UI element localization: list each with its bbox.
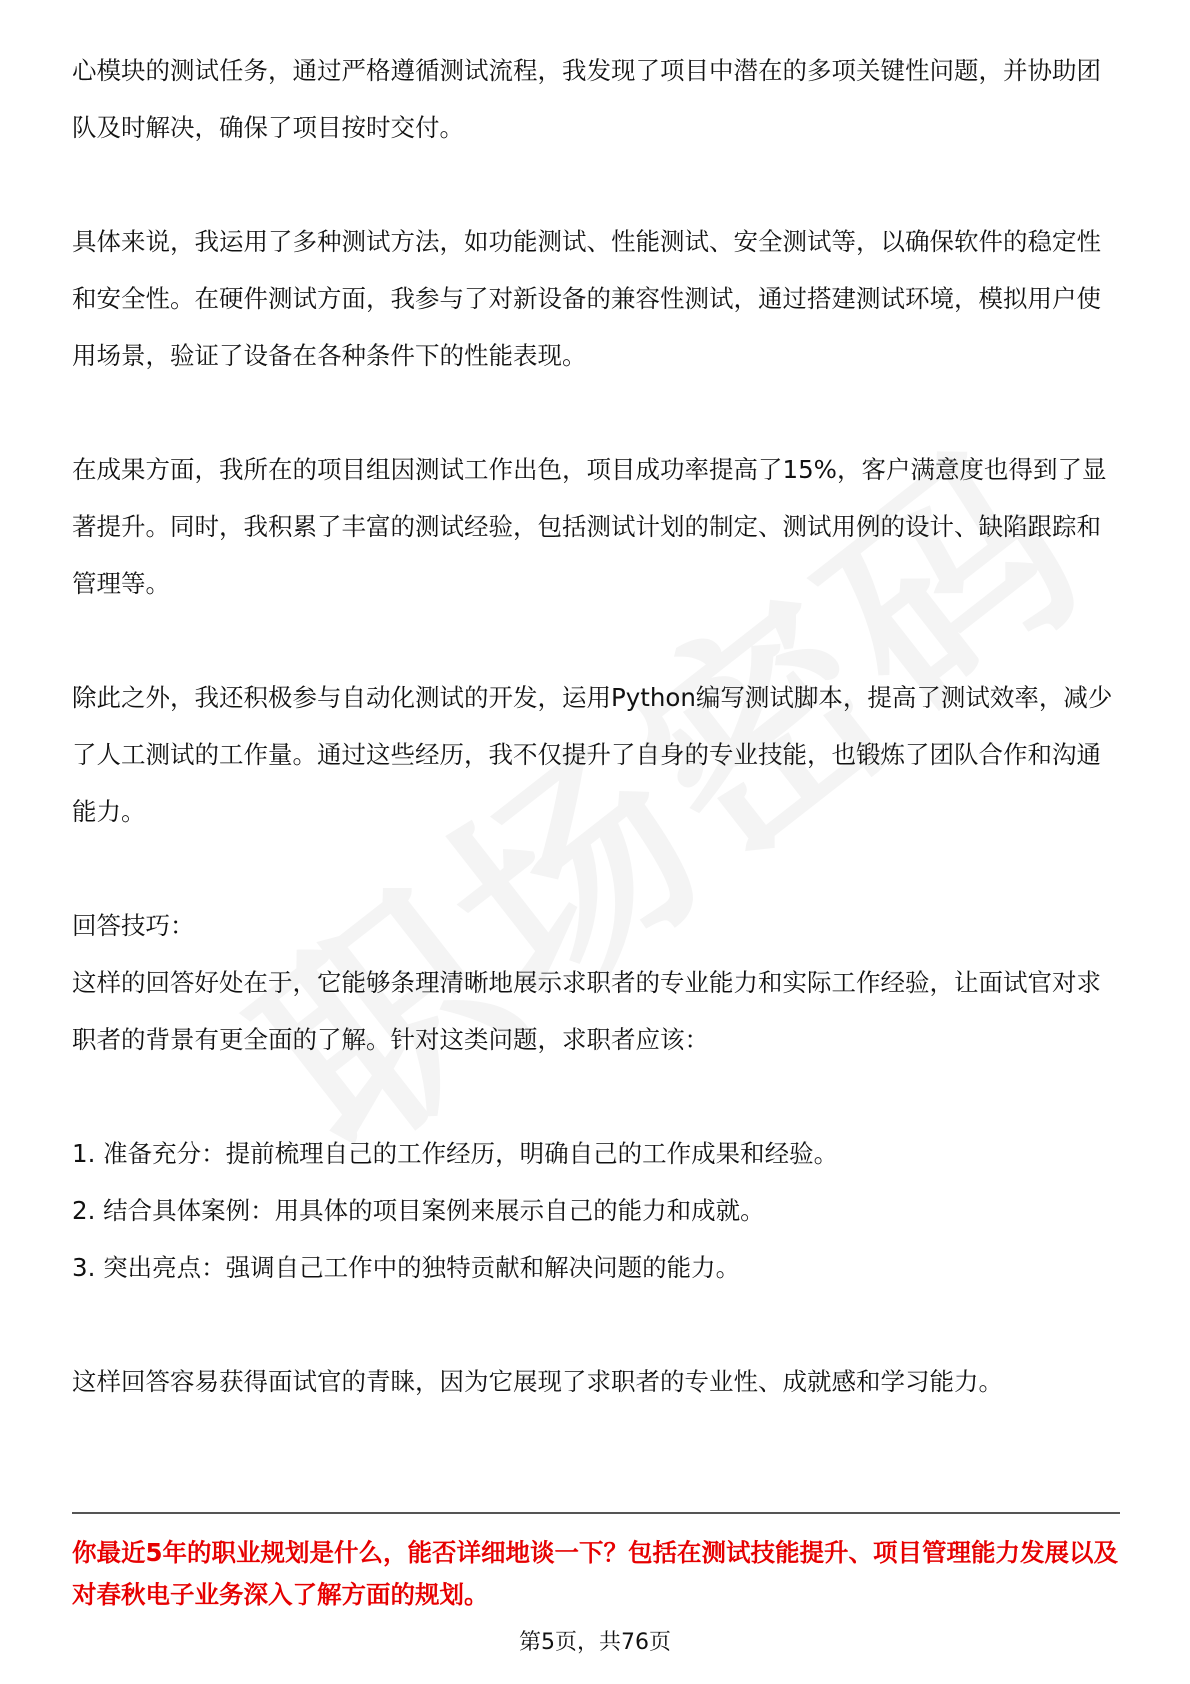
page-number: 第5页，共76页 xyxy=(519,1630,671,1655)
paragraph-gap xyxy=(72,384,1120,441)
tips-list-item: 1. 准备充分：提前梳理自己的工作经历，明确自己的工作成果和经验。 xyxy=(72,1139,839,1168)
tips-intro: 这样的回答好处在于，它能够条理清晰地展示求职者的专业能力和实际工作经验，让面试官对求职者的背景有更全面的了解。针对这类问题，求职者应该： xyxy=(72,968,1101,1054)
tips-conclusion: 这样回答容易获得面试官的青睐，因为它展现了求职者的专业性、成就感和学习能力。 xyxy=(72,1367,1003,1396)
paragraph-gap xyxy=(72,156,1120,213)
tips-list-item: 2. 结合具体案例：用具体的项目案例来展示自己的能力和成就。 xyxy=(72,1196,765,1225)
paragraph-automation: 除此之外，我还积极参与自动化测试的开发，运用Python编写测试脚本，提高了测试效率，减少了人工测试的工作量。通过这些经历，我不仅提升了自身的专业技能，也锻炼了团队合作和沟通能力。 xyxy=(72,683,1113,826)
tips-heading: 回答技巧： xyxy=(72,911,195,940)
paragraph-gap xyxy=(72,840,1120,897)
document-body xyxy=(72,42,1120,1410)
tips-list-item: 3. 突出亮点：强调自己工作中的独特贡献和解决问题的能力。 xyxy=(72,1253,741,1282)
paragraph-test-methods: 具体来说，我运用了多种测试方法，如功能测试、性能测试、安全测试等，以确保软件的稳定性和安全性。在硬件测试方面，我参与了对新设备的兼容性测试，通过搭建测试环境，模拟用户使用场景，验证了设备在各种条件下的性能表现。 xyxy=(72,227,1101,370)
paragraph-gap xyxy=(72,612,1120,669)
paragraph-gap xyxy=(72,1068,1120,1125)
paragraph-project-result: 心模块的测试任务，通过严格遵循测试流程，我发现了项目中潜在的多项关键性问题，并协助团队及时解决，确保了项目按时交付。 xyxy=(72,56,1101,142)
paragraph-gap xyxy=(72,1296,1120,1353)
section-divider xyxy=(72,1512,1120,1514)
paragraph-achievements: 在成果方面，我所在的项目组因测试工作出色，项目成功率提高了15%，客户满意度也得到了显著提升。同时，我积累了丰富的测试经验，包括测试计划的制定、测试用例的设计、缺陷跟踪和管理等。 xyxy=(72,455,1107,598)
next-interview-question: 你最近5年的职业规划是什么，能否详细地谈一下？包括在测试技能提升、项目管理能力发展以及对春秋电子业务深入了解方面的规划。 xyxy=(72,1538,1119,1609)
